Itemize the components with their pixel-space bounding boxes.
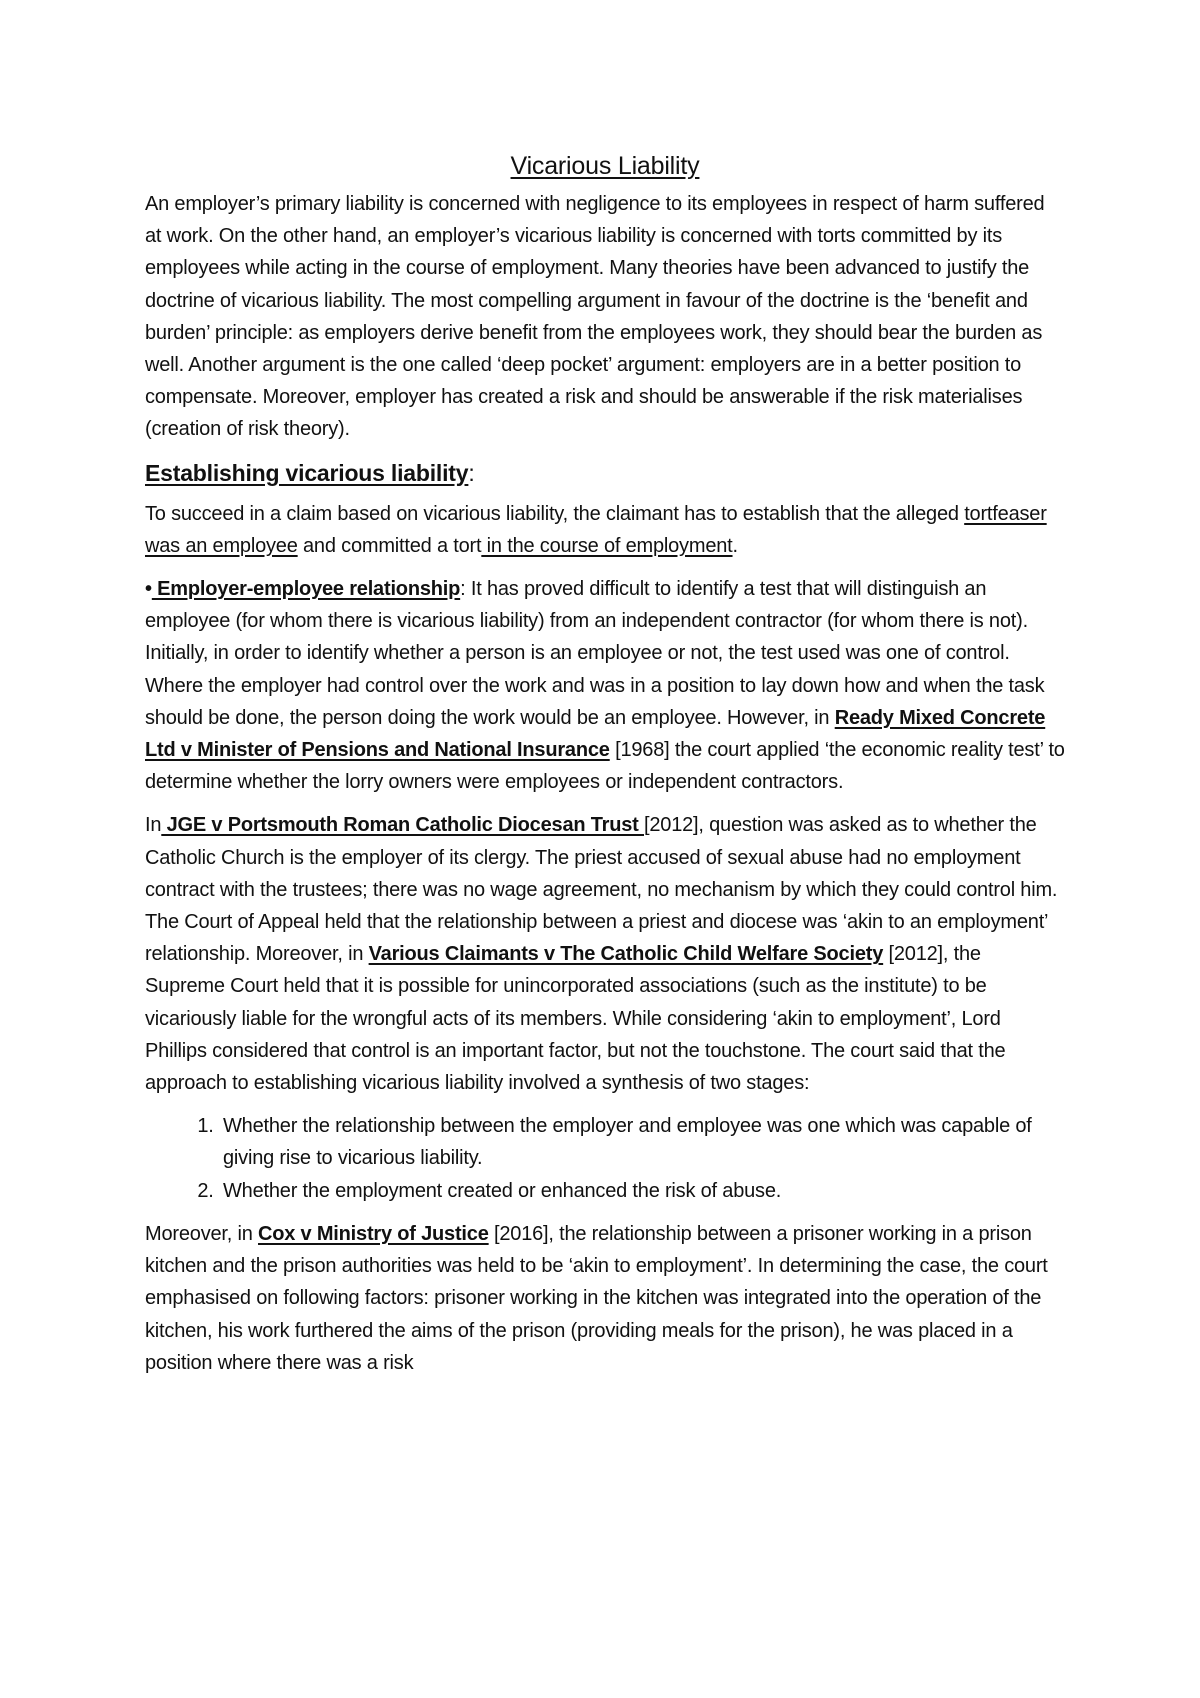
document-page [145, 150, 1065, 1390]
claim-text-b: and committed a tort [297, 534, 482, 557]
claim-underline-course: in the course of employment [481, 534, 733, 557]
claim-text-c: . [732, 534, 738, 557]
claim-text-a: To succeed in a claim based on vicarious liability, the claimant has to establish that the alleged [145, 502, 965, 525]
bullet-icon: • [145, 578, 152, 601]
intro-paragraph: An employer’s primary liability is concerned with negligence to its employees in respect of harm suffered at work. On the other hand, an employer’s vicarious liability is concerned with torts committed by its employees while acting in the course of employment. Many theories have been advanced to justify the doctrine of vicarious liability. The most compelling argument in favour of the doctrine is the ‘benefit and burden’ principle: as employers derive benefit from the employees work, they should bear the burden as well. Another argument is the one called ‘deep pocket’ argument: employers are in a better position to compensate. Moreover, employer has created a risk and should be answerable if the risk materialises (creation of risk theory). [145, 193, 1045, 441]
case-various-claimants: Various Claimants v The Catholic Child Welfare Society [368, 943, 884, 966]
case-cox-ministry-of-justice: Cox v Ministry of Justice [258, 1222, 489, 1245]
claim-paragraph [145, 498, 1065, 562]
section-heading-text: Establishing vicarious liability [145, 459, 469, 486]
list-item: 2. Whether the employment created or enhanced the risk of abuse. [219, 1175, 1065, 1207]
relationship-text-b: [1968] the court applied ‘the economic reality test’ to determine whether the lorry owners were employees or independent contractors. [145, 739, 1065, 794]
cox-paragraph [145, 1218, 1065, 1379]
section-heading-colon: : [468, 459, 475, 486]
jge-text-b: [2012], question was asked as to whether the Catholic Church is the employer of its clergy. The priest accused of sexual abuse had no employment contract with the trustees; there was no wage agreement, no mechanism by which they could control him. The Court of Appeal held that the relationship between a priest and diocese was ‘akin to an employment’ relationship. Moreover, in [145, 814, 1058, 966]
jge-paragraph [145, 809, 1065, 1099]
list-item: 1. Whether the relationship between the employer and employee was one which was capable of giving rise to vicarious liability. [219, 1110, 1065, 1174]
relationship-label: Employer-employee relationship [151, 578, 461, 601]
cox-text-a: Moreover, in [145, 1222, 259, 1245]
jge-text-c: [2012], the Supreme Court held that it is possible for unincorporated associations (such as the institute) to be vicariously liable for the wrongful acts of its members. While considering ‘akin to employment’, Lord Phillips considered that control is an important factor, but not the touchstone. The court said that the approach to establishing vicarious liability involved a synthesis of two stages: [145, 943, 1006, 1095]
stages-list [145, 1110, 1065, 1207]
relationship-text-a: : It has proved difficult to identify a test that will distinguish an employee (for whom there is vicarious liability) from an independent contractor (for whom there is not). Initially, in order to identify whether a person is an employee or not, the test used was one of control. Where the employer had control over the work and was in a position to lay down how and when the task should be done, the person doing the work would be an employee. However, in [145, 578, 1045, 729]
claim-underline-employee: tortfeaser was an employee [145, 502, 1047, 557]
cox-text-b: [2016], the relationship between a prisoner working in a prison kitchen and the prison authorities was held to be ‘akin to employment’. In determining the case, the court emphasised on following factors: prisoner working in the kitchen was integrated into the operation of the kitchen, his work furthered the aims of the prison (providing meals for the prison), he was placed in a position where there was a risk [145, 1222, 1048, 1374]
case-ready-mixed-concrete: Ready Mixed Concrete Ltd v Minister of Pensions and National Insurance [145, 706, 1046, 762]
relationship-paragraph [145, 573, 1065, 798]
document-title: Vicarious Liability [510, 152, 700, 180]
jge-text-a: In [145, 814, 162, 837]
section-heading [145, 457, 1065, 489]
case-jge-portsmouth: JGE v Portsmouth Roman Catholic Diocesan Trust [161, 814, 644, 837]
